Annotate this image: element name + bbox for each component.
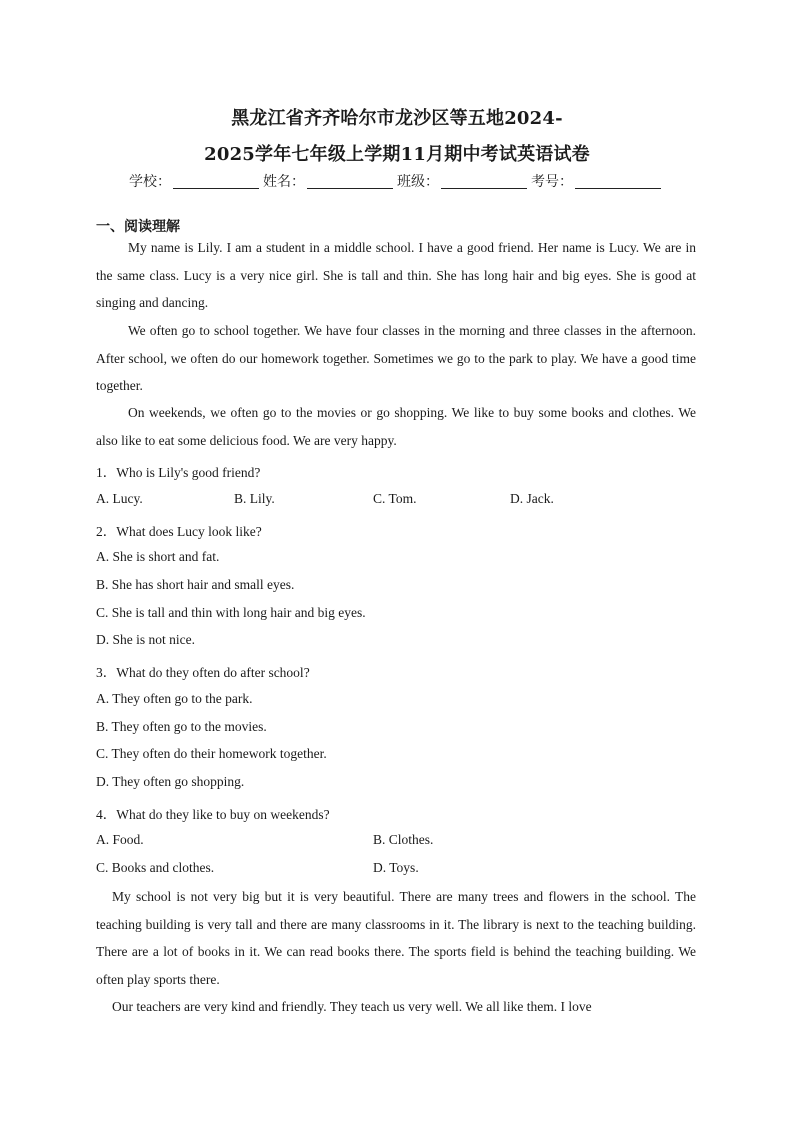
question-2-option-b: B. She has short hair and small eyes. [96, 577, 295, 592]
question-4-option-a: A. Food. [96, 832, 144, 847]
question-1-stem: 1．Who is Lily's good friend? [96, 465, 261, 480]
class-label: 班级： [397, 174, 439, 190]
question-3-stem: 3．What do they often do after school? [96, 665, 310, 680]
passage1-paragraph2: We often go to school together. We have four classes in the morning and three classes in the afternoon. After school, we often do our homework together. Sometimes we go to the park to play. We have a good time together. [96, 323, 696, 393]
passage2-paragraph2: Our teachers are very kind and friendly. They teach us very well. We all like them. I love [112, 999, 592, 1014]
question-1-option-b: B. Lily. [234, 491, 275, 506]
question-1-option-a: A. Lucy. [96, 491, 143, 506]
exam-title-line2: 2025学年七年级上学期11月期中考试英语试卷 [204, 144, 590, 165]
section-heading: 一、阅读理解 [96, 219, 180, 235]
class-blank [441, 174, 527, 189]
name-label: 姓名： [263, 174, 305, 190]
question-4-stem: 4．What do they like to buy on weekends? [96, 807, 330, 822]
question-2-option-c: C. She is tall and thin with long hair and big eyes. [96, 605, 366, 620]
question-1-option-d: D. Jack. [510, 491, 554, 506]
passage1-paragraph1: My name is Lily. I am a student in a middle school. I have a good friend. Her name is Lucy. We are in the same class. Lucy is a very nice girl. She is tall and thin. She has long hair and big eyes. She is good at singing and dancing. [96, 240, 696, 310]
question-4-option-c: C. Books and clothes. [96, 860, 215, 875]
question-3-option-a: A. They often go to the park. [96, 691, 253, 706]
question-4-option-b: B. Clothes. [373, 832, 434, 847]
exam-number-blank [575, 174, 661, 189]
question-2-option-a: A. She is short and fat. [96, 549, 220, 564]
question-3-option-c: C. They often do their homework together. [96, 746, 327, 761]
student-info-row [0, 171, 794, 191]
question-3-option-d: D. They often go shopping. [96, 774, 245, 789]
passage1-paragraph3: On weekends, we often go to the movies or go shopping. We like to buy some books and clothes. We also like to eat some delicious food. We are very happy. [96, 405, 696, 448]
school-blank [173, 174, 259, 189]
exam-number-label: 考号： [531, 174, 573, 190]
question-1-option-c: C. Tom. [373, 491, 417, 506]
question-2-option-d: D. She is not nice. [96, 632, 195, 647]
exam-title-line1: 黑龙江省齐齐哈尔市龙沙区等五地2024- [231, 108, 563, 129]
name-blank [307, 174, 393, 189]
question-2-stem: 2．What does Lucy look like? [96, 524, 262, 539]
school-label: 学校： [129, 174, 171, 190]
question-4-option-d: D. Toys. [373, 860, 419, 875]
question-3-option-b: B. They often go to the movies. [96, 719, 267, 734]
passage2-paragraph1: My school is not very big but it is very beautiful. There are many trees and flowers in the school. The teaching building is very tall and there are many classrooms in it. The library is next to the teaching building. There are a lot of books in it. We can read books there. The sports field is behind the teaching building. We often play sports there. [96, 889, 696, 987]
